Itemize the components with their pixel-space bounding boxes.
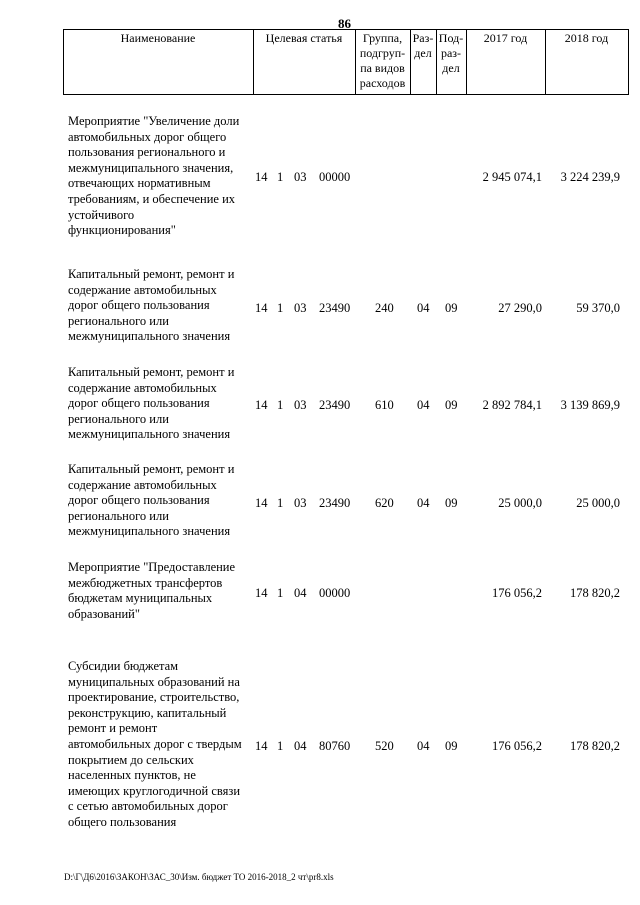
code-direction: 23490 — [319, 301, 351, 315]
row-section: 04 — [417, 398, 430, 412]
header-divider — [628, 29, 629, 94]
row-value-2017: 176 056,2 — [492, 586, 542, 600]
code-direction: 00000 — [319, 586, 351, 600]
code-direction: 80760 — [319, 739, 351, 753]
page-number: 86 — [338, 16, 351, 31]
code-event: 03 — [294, 496, 307, 510]
row-value-2018: 25 000,0 — [576, 496, 620, 510]
code-event: 03 — [294, 170, 307, 184]
row-group: 520 — [375, 739, 394, 753]
code-subprogram: 1 — [277, 398, 284, 412]
row-subsection: 09 — [445, 301, 458, 315]
row-name: Мероприятие "Увеличение доли автомобильных дорог общего пользования регионального и межмуниципального значения, отвечающих нормативным требованиям, и обеспечение их устойчивого функционирования" — [68, 114, 240, 238]
row-group: 620 — [375, 496, 394, 510]
header-bottom-border — [63, 94, 629, 95]
code-subprogram: 1 — [277, 170, 284, 184]
header-year-2017: 2017 год — [483, 31, 528, 45]
code-subprogram: 1 — [277, 301, 284, 315]
code-subprogram: 1 — [277, 739, 284, 753]
row-value-2018: 178 820,2 — [570, 739, 620, 753]
row-value-2017: 2 945 074,1 — [482, 170, 542, 184]
row-value-2018: 178 820,2 — [570, 586, 620, 600]
code-program: 14 — [255, 739, 268, 753]
code-subprogram: 1 — [277, 586, 284, 600]
row-value-2018: 3 139 869,9 — [560, 398, 620, 412]
row-value-2018: 59 370,0 — [576, 301, 620, 315]
row-subsection: 09 — [445, 496, 458, 510]
header-group: Группа, подгруп- па видов расходов — [359, 31, 406, 90]
code-event: 04 — [294, 586, 307, 600]
row-subsection: 09 — [445, 398, 458, 412]
row-value-2018: 3 224 239,9 — [560, 170, 620, 184]
header-subsection: Под- раз- дел — [438, 31, 464, 75]
footer-file-path: D:\Г\Д6\2016\ЗАКОН\ЗАС_30\Изм. бюджет ТО 2016-2018_2 чт\pr8.xls — [64, 872, 334, 882]
code-direction: 00000 — [319, 170, 351, 184]
row-name: Мероприятие "Предоставление межбюджетных трансфертов бюджетам муниципальных образований" — [68, 560, 236, 621]
header-target-article: Целевая статья — [265, 31, 343, 45]
row-group: 610 — [375, 398, 394, 412]
row-section: 04 — [417, 496, 430, 510]
row-value-2017: 25 000,0 — [498, 496, 542, 510]
code-program: 14 — [255, 398, 268, 412]
code-program: 14 — [255, 301, 268, 315]
header-year-2018: 2018 год — [564, 31, 609, 45]
row-section: 04 — [417, 301, 430, 315]
code-direction: 23490 — [319, 398, 351, 412]
row-name: Капитальный ремонт, ремонт и содержание автомобильных дорог общего пользования регионального или межмуниципального значения — [68, 267, 235, 344]
code-event: 04 — [294, 739, 307, 753]
code-event: 03 — [294, 398, 307, 412]
row-subsection: 09 — [445, 739, 458, 753]
code-program: 14 — [255, 586, 268, 600]
code-subprogram: 1 — [277, 496, 284, 510]
row-name: Субсидии бюджетам муниципальных образований на проектирование, строительство, реконструкцию, капитальный ремонт и ремонт автомобильных дорог с твердым покрытием до сельских населенных пунктов, не имеющих круглогодичной связи с сетью автомобильных дорог общего пользования — [68, 659, 242, 829]
row-group: 240 — [375, 301, 394, 315]
header-name: Наименование — [120, 31, 196, 45]
row-section: 04 — [417, 739, 430, 753]
code-event: 03 — [294, 301, 307, 315]
row-value-2017: 27 290,0 — [498, 301, 542, 315]
code-direction: 23490 — [319, 496, 351, 510]
row-name: Капитальный ремонт, ремонт и содержание автомобильных дорог общего пользования регионального или межмуниципального значения — [68, 462, 235, 539]
code-program: 14 — [255, 170, 268, 184]
row-value-2017: 176 056,2 — [492, 739, 542, 753]
code-program: 14 — [255, 496, 268, 510]
row-name: Капитальный ремонт, ремонт и содержание автомобильных дорог общего пользования регионального или межмуниципального значения — [68, 365, 235, 442]
row-value-2017: 2 892 784,1 — [482, 398, 542, 412]
header-section: Раз- дел — [412, 31, 434, 60]
